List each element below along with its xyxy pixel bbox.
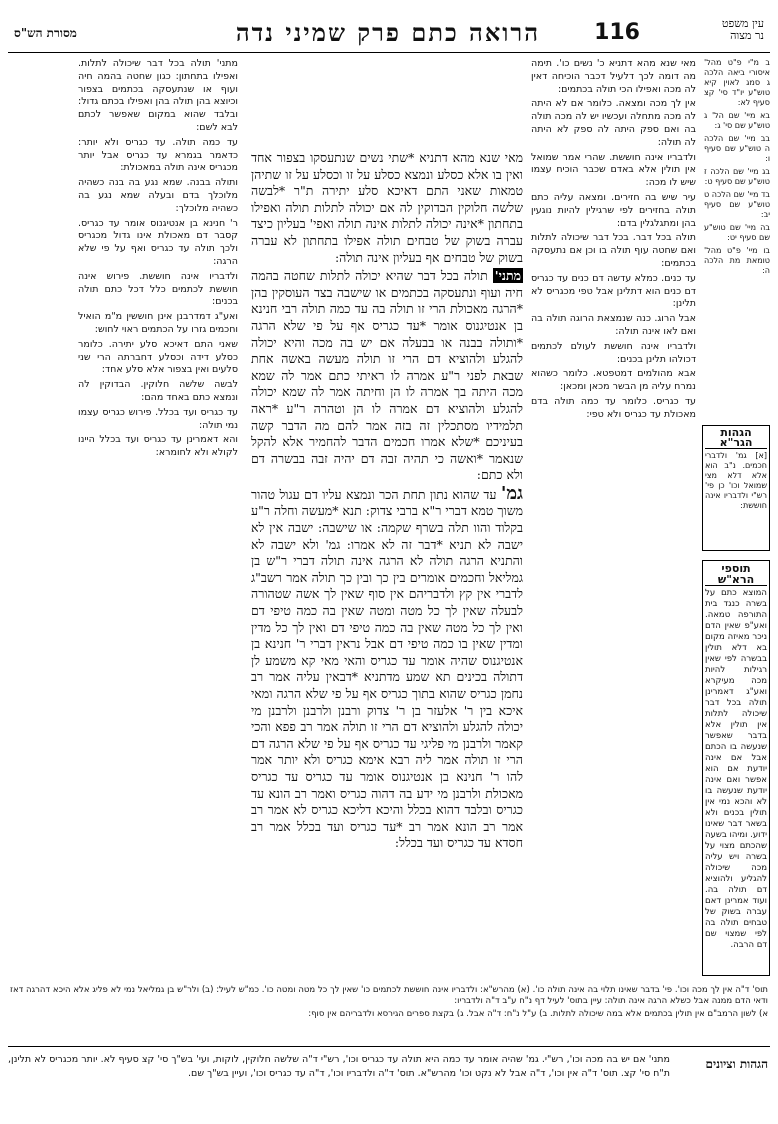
ein-mishpat-label (722, 18, 764, 42)
mishnah-marker: מתני' (494, 268, 521, 284)
masoret-hashas-column (8, 58, 72, 978)
ein-mishpat-entry: ב מ"י פ"ט מהל' איסורי ביאה הלכה ג סמג לאוין קיא טוש"ע יו"ד סי' קצ סעיף לא: (704, 58, 770, 107)
rashi-paragraph: ולדבריו אינה חוששת לעולם לכתמים דכולהו תלינן בכנים: (531, 340, 696, 365)
ein-mishpat-entry: בא מיי' שם הל' ג טוש"ע שם סי' ג: (704, 111, 770, 130)
ein-mishpat-entry: בג מיי' שם הלכה ז טוש"ע שם סעיף ט: (704, 167, 770, 186)
tosafot-paragraph: עד כגריס ועד בכלל. פירוש כגריס עצמו נמי תולה: (78, 406, 238, 431)
gemara-intro: מאי שנא מהא דתניא *שתי נשים שנתעסקו בצפור אחד ואין בו אלא כסלע ונמצא כסלע על זו וכסלע על זו שתיהן טמאות שאני התם דאיכא סלע יתירה ת"ר *לבשה שלשה חלוקין הבדוקין לה אם יכולה לתלות תולה ואפילו בתחתון *אינה יכולה לתלות אינה תולה ואפי' בעליון כיצד עברה בשוק של טבחים תולה אפילו בתחתון לא עברה בשוק של טבחים אף בעליון אינה תולה: (251, 150, 523, 265)
rashi-paragraph: אבא מהולמים דמטפטא. כלומר כשהוא נמרח עליה מן הבשר מכאן ומכאן: (531, 368, 696, 393)
gemara-block (251, 482, 523, 852)
rashi-paragraph: אין לך מכה ומצאה. כלומר אם לא היתה לה מכה מתחלה ועכשיו יש לה מכה תולה בה ואם ספק היתה לה ספק לא היתה לה תולה: (531, 98, 696, 148)
hagahot-gra-text: [א] גמ' ולדברי חכמים. נ"ב הוא אלא דלא מצי שמואל וכו' כן פי' רש"י ולדבריו אינה חוששת: (705, 451, 767, 510)
tosafot-harosh-box (702, 560, 770, 976)
page-title: הרואה כתם פרק שמיני נדה (235, 18, 540, 47)
rashi-paragraph: עד כנים. כמלא עדשה דם כנים עד כגריס דם כנים הוא דתלינן אבל טפי מכגריס לא תלינן: (531, 272, 696, 310)
page-footer (8, 1046, 770, 1107)
ein-mishpat-label-line1: עין משפט (721, 17, 764, 30)
tosafot-paragraph: שאני התם דאיכא סלע יתירה. כלומר כסלע דידה וכסלע דחברתה הרי שני סלעים ואין בצפור אלא סלע אחד: (78, 338, 238, 376)
ein-mishpat-entry: בו מיי' פ"ט מהל' טומאת מת הלכה ה: (704, 246, 770, 275)
footer-title: הגהות וציונים (705, 1057, 768, 1071)
rashi-column (531, 58, 696, 978)
tosafot-harosh-title: תוספי הרא"ש (705, 563, 767, 586)
footnote-paragraph: תוס' ד"ה אין לך מכה וכו'. פי' בדבר שאינו תלוי בה אינה תולה כו'. (א) מהרש"א: ולדבריו אינה חוששת לכתמים כו' שאין לך כל מטה ומטה כו'. כמ"ש לעיל: (ב) ולר"ש בן גמליאל נמי לא פליג אלא היכא דהרגה דאז ודאי הדם ממנה אבל כשלא הרגה אינה תולה: עיין בתוס' לעיל דף נ"ח ע"ב ד"ה ולדבריו: (10, 985, 768, 1006)
ein-mishpat-entry: בב מיי' שם הלכה ה טוש"ע שם סעיף ו: (704, 134, 770, 163)
hagahot-gra-title: הגהות הגר"א (705, 428, 767, 449)
footer-text: מתני' אם יש בה מכה וכו', רש"י. גמ' שהיה אומר עד כמה היא תולה עד כגריס וכו', רש"י ד"ה שלשה חלוקין, לוקות, ועי' בש"ך סי' קצ סעיף לא. יותר מכגריס לא תלינן, ת"ח סי' קצ. תוס' ד"ה אין וכו', ד"ה אבל לא נקט וכו' מהרש"א. תוס' ד"ה ולדבריו וכו', ד"ה עד כגריס וכו', ועיין בש"ך שם. (8, 1054, 670, 1079)
hagahot-gra-box (702, 425, 770, 551)
rashi-paragraph: עיר שיש בה חזירים. ומצאה עליה כתם תולה בחזירים לפי שרגילין להיות נוגעין בהן ומתגלגלין בדם: (531, 191, 696, 229)
footnote-paragraph: א) לשון הרמב"ם אין תולין בכתמים אלא במה שיכולה לתלות. ב) ע"ל נ"ח: ד"ה אבל. ג) בקצת ספרים הגירסא ולדבריהם אין סוף: (308, 1009, 768, 1019)
tosafot-paragraph: עד כמה תולה. עד כגריס ולא יותר: כדאמר בגמרא עד כגריס אבל יותר מכגריס אינה תולה במאכולת: (78, 136, 238, 174)
tosafot-paragraph: והא דאמרינן עד כגריס ועד בכלל היינו לקולא ולא לחומרא: (78, 434, 238, 459)
rashi-paragraph: אבל הרוג. כנה שנמצאת הרוגה תולה בה ואם לאו אינה תולה: (531, 313, 696, 337)
page-header (8, 18, 770, 53)
tosafot-paragraph: ר' חנינא בן אנטיגנוס אומר עד כגריס. קסבר דם מאכולת אינו גדול מכגריס ולכך תולה עד כגריס ואף על פי שלא הרגה: (78, 217, 238, 267)
tosafot-paragraph: מתני' תולה בכל דבר שיכולה לתלות. ואפילו בתחתון: כגון שחטה בהמה חיה ועוף או שנתעסקה בכתמים בצפור וכיוצא בהן תולה בהן ואפילו בכתם גדול: ובלבד שהוא במקום שאפשר לכתם לבא לשם: (78, 58, 238, 133)
gemara-text: עד שהוא נתון תחת הכר ונמצא עליו דם עגול טהור משוך טמא דברי ר"א ברבי צדוק: תנא *מעשה וחלה ר"ע בקלוד והוו תלה בשרף שקמה: או שישבה: ישבה אין לא ישבה לא תניא *דבר זה לא אמרו: גמ' ולא ישבה לא והתניא הרגה תולה לא הרגה אינה תולה דברי ר"ש בן גמליאל וחכמים אומרים בין כך ובין כך תולה אמר רשב"ג לדברי אין קץ ולדבריהם אין סוף שאין לך אשה שטהורה לבעלה שאין לך כל מטה ומטה שאין בה כמה טיפי דם ואין לך כל מטה שאין בה כמה טיפי דם ואין לך כל מדין ומדין שאין בו כמה טיפי דם אבל נראין דברי ר' חנינא בן אנטיגנוס שהיה אומר עד כגריס והאי מאי קא משמע לן דתולה בכינים תא שמע מדתניא *דבאין עליה אמר רב נחמן כגריס שהוא בתוך כגריס אף על פי שלא הרגה ומאי איכא בין ר' אלעזר בן ר' צדוק ורבנן ולרבנן ולרבנן מי יכולה להגלע ולהוציא דם הרי זו תולה אמר רב פפא והכי קאמר ולרבנן מי פליגי עד כגריס אף על פי שלא הרגה דם הרי זו תולה אמר ליה רבא אימא כגריס ולא יותר אמר להו ר' חנינא בן אנטיגנוס אומר עד כגריס עד כגריס מאכולת ולרבנן מי ידע בה דהוה כגריס ואמר רב הונא עד כגריס ובלבד דהוא בכלל והיכא דליכא כגריס לא אמר רב אמר רב הונא אמר רב *עד כגריס ועד בכלל אמר רב חסדא עד כגריס ועד בכלל: (251, 486, 523, 851)
ein-mishpat-entry: בה מיי' שם טוש"ע שם סעיף יט: (704, 223, 770, 242)
masoret-hashas-label: מסורת הש"ס (14, 26, 77, 40)
rashi-paragraph: תולה בכל דבר. בכל דבר שיכולה לתלות ואם שחטה עוף תולה בו וכן אם נתעסקה בכתמים: (531, 232, 696, 269)
tosafot-paragraph: ותולה בבנה. שמא נגע בה בנה כשהיה מלוכלך בדם ובעלה שמא נגע בה כשהיה מלוכלך: (78, 177, 238, 214)
tosafot-paragraph: ואע"ג דמדרבנן אינן חוששין מ"מ הואיל וחכמים גזרו על הכתמים ראוי לחוש: (78, 311, 238, 335)
tosafot-paragraph: ולדבריו אינה חוששת. פירוש אינה חוששת לכתמים כלל דכל כתם תולה בכנים: (78, 270, 238, 308)
tosafot-paragraph: לבשה שלשה חלוקין. הבדוקין לה ונמצא כתם באחד מהם: (78, 379, 238, 403)
footnotes-section (10, 985, 768, 1022)
rashi-paragraph: עד כגריס. כלומר עד כמה תולה בדם מאכולת עד כגריס ולא טפי: (531, 395, 696, 420)
mishnah-block (251, 268, 523, 484)
rashi-paragraph: מאי שנא מהא דתניא כ' נשים כו'. תימה מה דומה לכך דלעיל דכבר הוכיחה דאין לה מכה ואפילו הכי תולה בכתמים: (531, 58, 696, 95)
tosafot-harosh-text: המוצא כתם על בשרה כנגד בית התורפה טמאה. ואע"פ שאין הדם ניכר מאיזה מקום בא דלא תולין בבשרה לפי שאין רגילות להיות מכה מעיקרא ואע"ג דאמרינן תולה בכל דבר שיכולה לתלות אין תולין אלא בדבר שאפשר שנעשה בו הכתם אבל אם אינה יודעת אם הוא אפשר ואם אינה יודעת שנעשה בו לא והכא נמי אין תולין בכנים ולא בשאר דבר שאינו ידוע. ומיהו בשעה שהכתם מצוי על בשרה ויש עליה מכה שיכולה להגליע ולהוציא דם תולה בה. ועוד אמרינן דאם עברה בשוק של טבחים תולה בה לפי שמצוי שם דם הרבה. (705, 588, 767, 950)
tosafot-column (78, 58, 238, 978)
mishnah-text: תולה בכל דבר שהיא יכולה לתלות שחטה בהמה חיה ועוף ונתעסקה בכתמים או שישבה בצד העוסקין בהן *הרגה מאכולת הרי זו תולה בה עד כמה תולה רבי חנינא בן אנטיגנוס אומר *עד כגריס אף על פי שלא הרגה *ותולה בבנה או בבעלה אם יש בה מכה והיא יכולה להגלע ולהוציא דם הרי זו תולה מעשה באשה אחת שבאת לפני ר"ע אמרה לו ראיתי כתם אמר לה שמא מכה היתה בך אמרה לו הן וחיתה אמר לה שמא יכולה להגלע ולהוציא דם אמרה לו הן וטהרה ר"ע *ראה תלמידיו מסתכלין זה בזה אמר להם מה הדבר קשה בעיניכם *שלא אמרו חכמים הדבר להחמיר אלא להקל שנאמר *ואשה כי תהיה זבה דם יהיה זבה בבשרה דם ולא כתם: (251, 268, 523, 483)
ein-mishpat-entry: בד מיי' שם הלכה ט טוש"ע שם סעיף יב: (704, 190, 770, 219)
rashi-paragraph: ולדבריו אינה חוששת. שהרי אמר שמואל אין תולין אלא באדם שכבר הוכיח עצמו שיש לו מכה: (531, 151, 696, 189)
gemara-marker: גמ' (500, 482, 523, 504)
page-number: 116 (594, 20, 640, 45)
ein-mishpat-label-line2: נר מצוה (730, 29, 764, 42)
ein-mishpat-column (704, 58, 770, 418)
gemara-column (251, 150, 523, 980)
